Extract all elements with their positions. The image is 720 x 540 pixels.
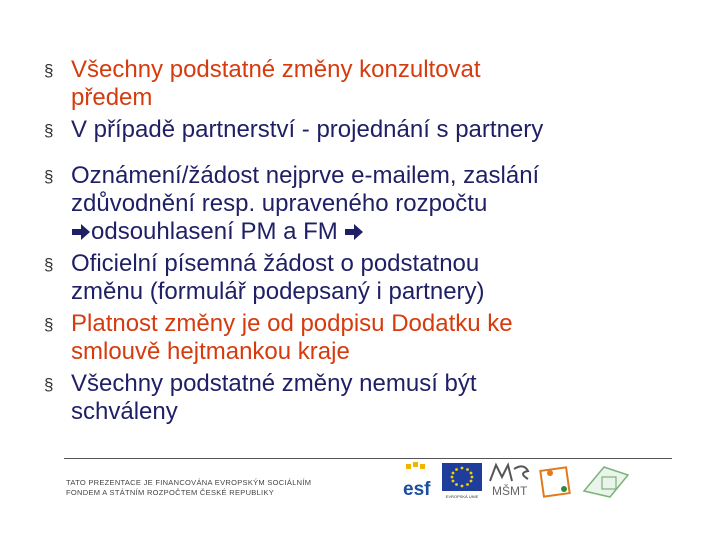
bullet-item — [44, 250, 684, 306]
bullet-text: schváleny — [71, 398, 178, 425]
square-bullet-icon: § — [44, 61, 54, 80]
square-bullet-icon: § — [44, 167, 54, 186]
bullet-text: smlouvě hejtmankou kraje — [71, 338, 350, 365]
bullet-text: Všechny podstatné změny konzultovat — [71, 56, 481, 83]
bullet-text: Oficielní písemná žádost o podstatnou — [71, 250, 480, 277]
msmt-logo — [488, 461, 532, 499]
square-bullet-icon: § — [44, 121, 54, 140]
square-bullet-icon: § — [44, 315, 54, 334]
bullet-item — [44, 162, 684, 246]
bullet-text: V případě partnerství - projednání s partnery — [71, 116, 544, 143]
bullet-item — [44, 310, 684, 366]
eu-flag-logo — [442, 461, 482, 501]
bullet-text: zdůvodnění resp. upraveného rozpočtu — [71, 190, 488, 217]
right-arrow-icon — [71, 223, 91, 241]
svg-text:esf: esf — [403, 479, 431, 499]
investice-logo — [580, 461, 632, 499]
op-vk-logo — [538, 461, 574, 499]
bullet-item — [44, 116, 684, 144]
square-bullet-icon: § — [44, 375, 54, 394]
bullet-text: odsouhlasení PM a FM — [91, 218, 338, 245]
bullet-item — [44, 370, 684, 426]
footer-divider — [64, 458, 672, 459]
footer-funding-text — [66, 478, 311, 498]
bullet-text: změnu (formulář podepsaný i partnery) — [71, 278, 485, 305]
bullet-text: Oznámení/žádost nejprve e-mailem, zaslání — [71, 162, 540, 189]
square-bullet-icon: § — [44, 255, 54, 274]
svg-text:EVROPSKÁ UNIE: EVROPSKÁ UNIE — [445, 494, 479, 499]
svg-text:MŠMT: MŠMT — [492, 484, 528, 498]
footer-line-1: TATO PREZENTACE JE FINANCOVÁNA EVROPSKÝM SOCIÁLNÍM — [66, 478, 312, 487]
footer-line-2: FONDEM A STÁTNÍM ROZPOČTEM ČESKÉ REPUBLIKY — [66, 488, 275, 497]
esf-logo — [402, 461, 436, 499]
bullet-list-2 — [44, 162, 684, 430]
bullet-text: Všechny podstatné změny nemusí být — [71, 370, 477, 397]
right-arrow-icon — [344, 223, 364, 241]
bullet-item — [44, 56, 684, 112]
bullet-list-1 — [44, 56, 684, 148]
bullet-text: Platnost změny je od podpisu Dodatku ke — [71, 310, 513, 337]
logo-strip — [402, 461, 632, 501]
bullet-text: předem — [71, 84, 153, 111]
